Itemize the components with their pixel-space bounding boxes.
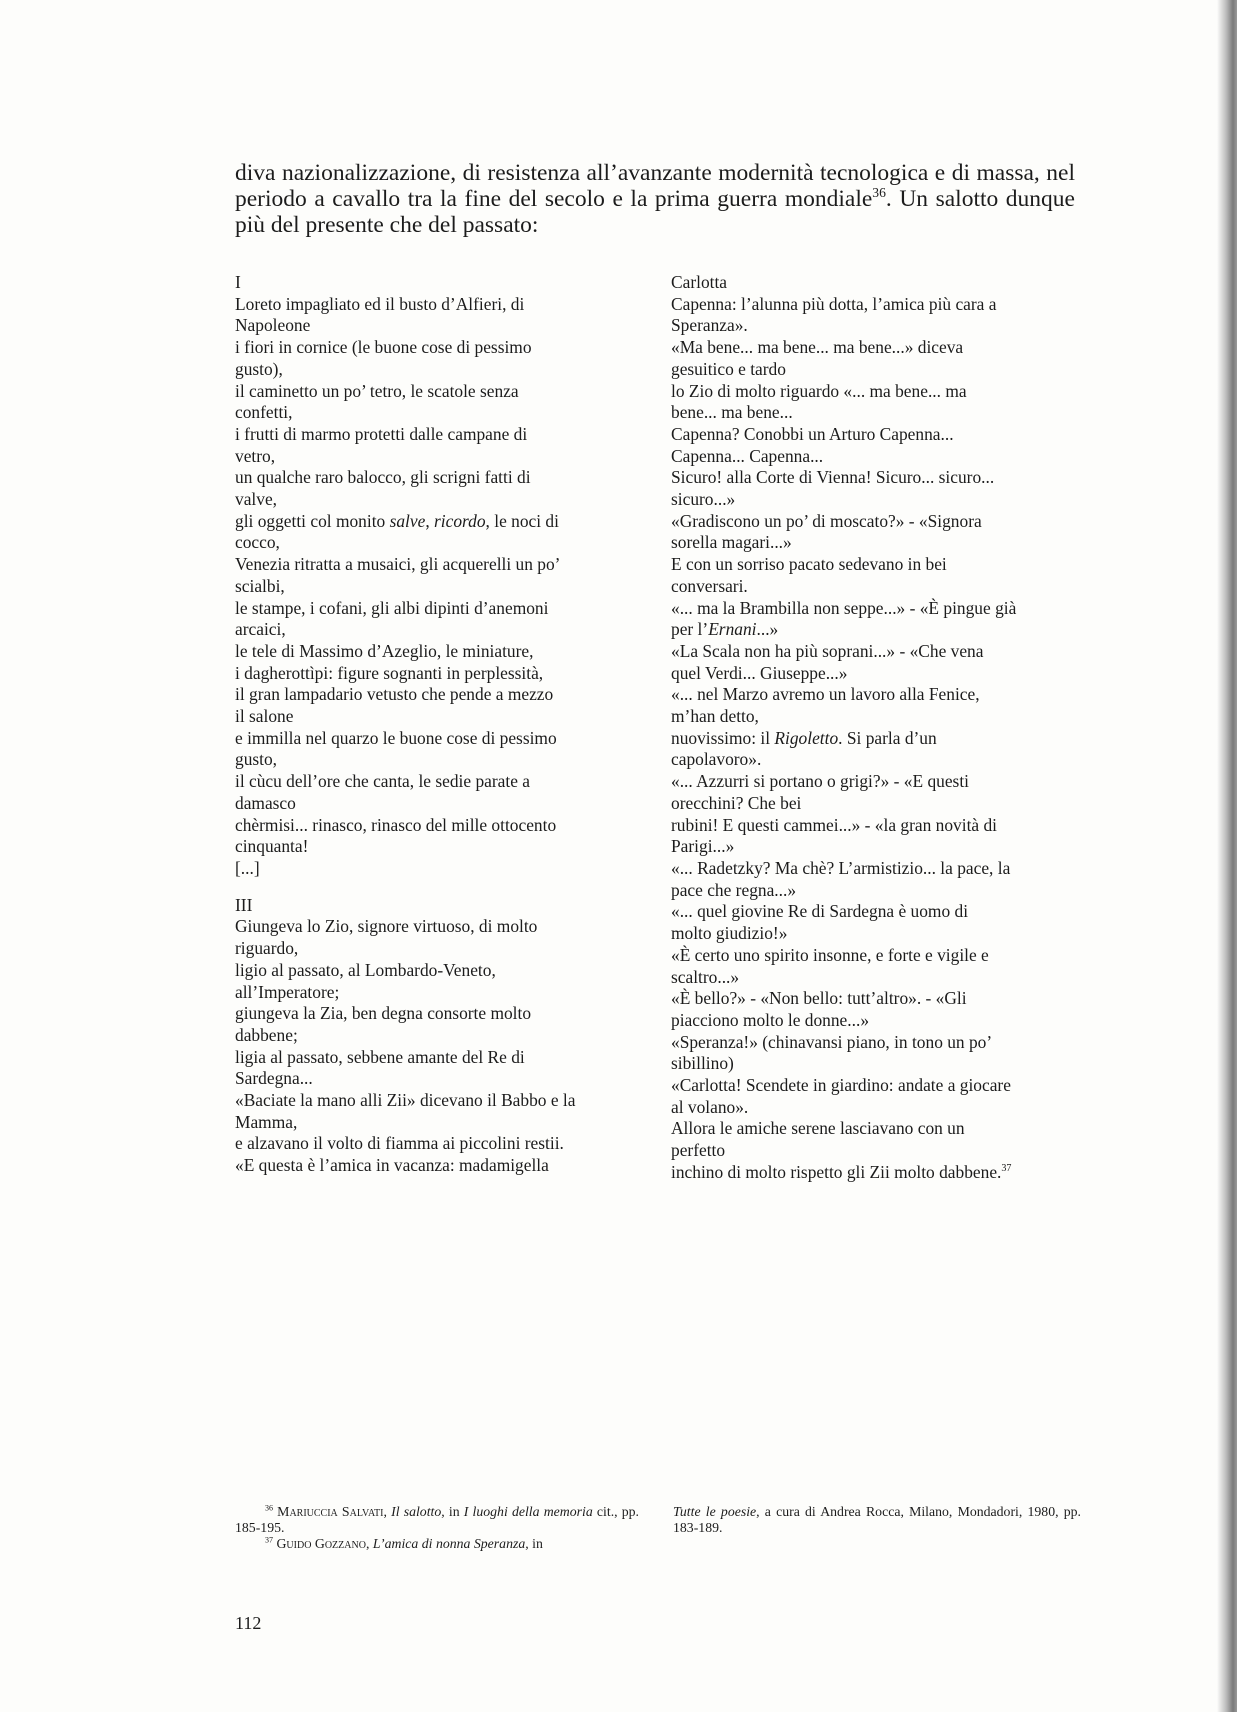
poem-line-text: Venezia ritratta a musaici, gli acquerelli un po’ — [235, 554, 561, 575]
poem-line-continuation: il salone — [235, 706, 294, 727]
footnote-separator: , in — [441, 1504, 464, 1519]
poem-line-text: lo Zio di molto riguardo «... ma bene... ma — [671, 380, 967, 401]
poem-line — [671, 858, 1071, 901]
poem-line — [671, 945, 1071, 988]
poem-line — [671, 598, 1071, 641]
footnotes-right — [673, 1504, 1081, 1536]
poem-line-text: e alzavano il volto di fiamma ai piccolini restii. — [235, 1133, 564, 1154]
poem-line — [671, 728, 1071, 771]
poem-line — [235, 916, 635, 959]
footnote-ref-36: 36 — [872, 185, 886, 201]
poem-line-continuation: Parigi...» — [671, 836, 735, 857]
poem-column-right — [671, 272, 1071, 1184]
poem-line-text: «Ma bene... ma bene... ma bene...» diceva — [671, 337, 964, 358]
poem-line-continuation: Mamma, — [235, 1111, 298, 1132]
footnote-separator: , — [365, 1536, 373, 1551]
poem-line-text: Carlotta — [671, 272, 728, 292]
poem-line-text: Capenna: l’alunna più dotta, l’amica più cara a — [671, 293, 997, 314]
poem-line-text: un qualche raro balocco, gli scrigni fatti di — [235, 467, 531, 488]
poem-line-text: nuovissimo: il Rigoletto. Si parla d’un — [671, 727, 937, 748]
poem-line-text: E con un sorriso pacato sedevano in bei — [671, 554, 947, 575]
intro-text-b: . Un salotto dunque più del presente che del passato: — [235, 186, 1075, 238]
footnote-number: 36 — [265, 1503, 273, 1513]
poem-line-continuation: valve, — [235, 489, 278, 510]
poem-line-text: chèrmisi... rinasco, rinasco del mille ottocento — [235, 814, 557, 835]
poem-line — [235, 511, 635, 554]
poem-line — [671, 554, 1071, 597]
poem-line — [235, 467, 635, 510]
poem-line-continuation: bene... ma bene... — [671, 402, 793, 423]
poem-line — [235, 771, 635, 814]
footnote-37-continued — [673, 1504, 1081, 1536]
poem-line-text: rubini! E questi cammei...» - «la gran novità di — [671, 814, 997, 835]
poem-line — [235, 1047, 635, 1090]
poem-line — [235, 554, 635, 597]
poem-line-text: Giungeva lo Zio, signore virtuoso, di molto — [235, 916, 538, 937]
poem-line — [671, 1162, 1071, 1184]
poem-line-text: ligia al passato, sebbene amante del Re di — [235, 1046, 525, 1067]
footnote-author: Guido Gozzano — [276, 1536, 366, 1551]
poem-line-continuation: capolavoro». — [671, 749, 762, 770]
poem-line-text: inchino di molto rispetto gli Zii molto dabbene.$^{37}$ — [671, 1161, 1012, 1182]
poem-line-text: Loreto impagliato ed il busto d’Alfieri, di — [235, 293, 525, 314]
poem-line-continuation: cocco, — [235, 532, 280, 553]
poem-line-text: i frutti di marmo protetti dalle campane di — [235, 423, 528, 444]
poem-line-continuation: all’Imperatore; — [235, 981, 340, 1002]
poem-line-continuation: m’han detto, — [671, 706, 759, 727]
poem-line-continuation: Capenna... Capenna... — [671, 445, 824, 466]
poem-line-continuation: sicuro...» — [671, 489, 736, 510]
poem-line-text: le stampe, i cofani, gli albi dipinti d’anemoni — [235, 597, 549, 618]
footnote-37 — [235, 1536, 639, 1552]
stanza-3-lines — [235, 916, 635, 1176]
footnote-book: I luoghi della memoria — [463, 1504, 593, 1519]
footnote-36 — [235, 1504, 639, 1536]
poem-line-text: «... ma la Brambilla non seppe...» - «È pingue già — [671, 597, 1017, 618]
poem-line — [671, 1118, 1071, 1161]
footnote-book: Tutte le poesie — [673, 1504, 757, 1519]
poem-line — [671, 511, 1071, 554]
poem-line-continuation: conversari. — [671, 575, 748, 596]
italic-text: salve — [389, 510, 426, 531]
poem-line-text: «Speranza!» (chinavansi piano, in tono un po’ — [671, 1031, 993, 1052]
poem-line-continuation: quel Verdi... Giuseppe...» — [671, 662, 848, 683]
poem-line-text: «... quel giovine Re di Sardegna è uomo di — [671, 901, 969, 922]
poem-line-text: Capenna? Conobbi un Arturo Capenna... — [671, 423, 954, 444]
poem-line-continuation: gusto), — [235, 358, 283, 379]
poem-line — [235, 294, 635, 337]
stanza-numeral: III — [235, 894, 253, 915]
poem-line — [671, 1075, 1071, 1118]
poem-line — [235, 663, 635, 685]
footnote-title: L’amica di nonna Speranza — [372, 1536, 526, 1551]
intro-text-a: diva nazionalizzazione, di resistenza all’avanzante modernità tecnologica e di massa, nel periodo a cavallo tra la fine del secolo e la prima guerra mondiale — [235, 160, 1075, 212]
poem-line-continuation: perfetto — [671, 1140, 726, 1161]
poem-line-continuation: dabbene; — [235, 1024, 298, 1045]
poem-line-continuation: Napoleone — [235, 315, 311, 336]
poem-line-continuation: sibillino) — [671, 1053, 734, 1074]
poem-line — [671, 641, 1071, 684]
italic-text: Ernani — [708, 619, 757, 640]
poem-line-continuation: molto giudizio!» — [671, 923, 788, 944]
poem-line-text: [...] — [235, 857, 260, 878]
poem-line — [671, 901, 1071, 944]
poem-line — [235, 960, 635, 1003]
poem-line-text: «E questa è l’amica in vacanza: madamigella — [235, 1155, 549, 1176]
poem-line-text: il gran lampadario vetusto che pende a mezzo — [235, 684, 554, 705]
footnote-title: Il salotto — [391, 1504, 442, 1519]
poem-line-continuation: sorella magari...» — [671, 532, 792, 553]
poem-line — [235, 858, 635, 880]
poem-line-text: ligio al passato, al Lombardo-Veneto, — [235, 959, 496, 980]
poem-line — [671, 424, 1071, 467]
poem-line-continuation: damasco — [235, 792, 296, 813]
poem-line — [235, 424, 635, 467]
poem-line — [671, 381, 1071, 424]
poem-line — [235, 684, 635, 727]
poem-line-text: «... nel Marzo avremo un lavoro alla Fenice, — [671, 684, 980, 705]
poem-line — [671, 771, 1071, 814]
poem-line-text: il cùcu dell’ore che canta, le sedie parate a — [235, 771, 530, 792]
stanza-3-continued-lines — [671, 272, 1071, 1184]
poem-line-continuation: piacciono molto le donne...» — [671, 1009, 870, 1030]
poem-line-text: gli oggetti col monito salve, ricordo, le noci di — [235, 510, 559, 531]
poem-line-continuation: confetti, — [235, 402, 293, 423]
poem-line — [235, 815, 635, 858]
poem-line — [235, 1133, 635, 1155]
poem-line-text: «Baciate la mano alli Zii» dicevano il Babbo e la — [235, 1090, 576, 1111]
italic-text: ricordo — [434, 510, 486, 531]
poem-line-continuation: scaltro...» — [671, 966, 740, 987]
poem-line-text: i fiori in cornice (le buone cose di pessimo — [235, 337, 532, 358]
poem-line-continuation: vetro, — [235, 445, 276, 466]
footnote-number: 37 — [265, 1535, 273, 1545]
poem-line-continuation: cinquanta! — [235, 836, 309, 857]
poem-line-text: «È certo uno spirito insonne, e forte e vigile e — [671, 944, 989, 965]
intro-text — [235, 160, 1075, 238]
poem-line — [671, 294, 1071, 337]
poem-line-text: i dagherottìpi: figure sognanti in perplessità, — [235, 662, 544, 683]
poem-line-text: «La Scala non ha più soprani...» - «Che vena — [671, 640, 984, 661]
poem-line-text: il caminetto un po’ tetro, le scatole senza — [235, 380, 519, 401]
stanza-1 — [235, 272, 635, 880]
poem-line-text: Sicuro! alla Corte di Vienna! Sicuro... sicuro... — [671, 467, 995, 488]
poem-line-text: giungeva la Zia, ben degna consorte molto — [235, 1003, 532, 1024]
poem-line-text: «Gradiscono un po’ di moscato?» - «Signora — [671, 510, 982, 531]
poem-line-continuation: gusto, — [235, 749, 278, 770]
poem-line — [235, 1003, 635, 1046]
poem-line — [235, 381, 635, 424]
poem-line-continuation: pace che regna...» — [671, 879, 797, 900]
poem-line — [671, 815, 1071, 858]
poem-line — [235, 598, 635, 641]
poem-line — [671, 988, 1071, 1031]
footnote-author: Mariuccia Salvati — [277, 1504, 384, 1519]
poem-line-continuation: orecchini? Che bei — [671, 792, 802, 813]
poem-line-text: le tele di Massimo d’Azeglio, le miniature, — [235, 640, 534, 661]
poem-line-continuation: Speranza». — [671, 315, 748, 336]
poem-line — [671, 337, 1071, 380]
footnote-ref: 37 — [1001, 1163, 1012, 1175]
italic-text: Rigoletto — [774, 727, 839, 748]
poem-line — [235, 1090, 635, 1133]
poem-column-left — [235, 272, 635, 1177]
poem-line-continuation: al volano». — [671, 1096, 749, 1117]
poem-line — [235, 1155, 635, 1177]
poem-line-continuation: per l’Ernani...» — [671, 619, 779, 640]
poem-line-continuation: arcaici, — [235, 619, 286, 640]
footnotes-left — [235, 1504, 639, 1552]
intro-paragraph — [235, 160, 1075, 238]
poem-line-text: «È bello?» - «Non bello: tutt’altro». - «Gli — [671, 988, 967, 1009]
poem-line-text: «Carlotta! Scendete in giardino: andate a giocare — [671, 1075, 1011, 1096]
poem-line-continuation: scialbi, — [235, 575, 285, 596]
poem-line-continuation: Sardegna... — [235, 1068, 313, 1089]
poem-line-continuation: riguardo, — [235, 938, 299, 959]
poem-line-continuation: gesuitico e tardo — [671, 358, 786, 379]
page-number: 112 — [235, 1613, 262, 1633]
footnote-separator: , in — [525, 1536, 543, 1551]
stanza-numeral: I — [235, 272, 241, 292]
page-edge-shadow — [1217, 0, 1237, 1712]
footnote-rest: , a cura di Andrea Rocca, Milano, Mondadori, 1980, pp. 183-189. — [673, 1504, 1081, 1535]
poem-line — [671, 684, 1071, 727]
footnote-separator: , — [383, 1504, 392, 1519]
stanza-gap — [235, 880, 635, 895]
stanza-1-lines — [235, 294, 635, 880]
footnote-rest: cit., pp. 185-195. — [235, 1504, 639, 1535]
poem-line-text: Allora le amiche serene lasciavano con un — [671, 1118, 965, 1139]
poem-line — [235, 728, 635, 771]
poem-line-text: e immilla nel quarzo le buone cose di pessimo — [235, 727, 557, 748]
poem-line — [671, 467, 1071, 510]
poem-line — [235, 337, 635, 380]
poem-line-text: «... Radetzky? Ma chè? L’armistizio... la pace, la — [671, 857, 1011, 878]
stanza-3 — [235, 895, 635, 1177]
poem-line — [671, 1032, 1071, 1075]
poem-line — [235, 641, 635, 663]
poem-line-text: «... Azzurri si portano o grigi?» - «E questi — [671, 771, 969, 792]
poem-line — [671, 272, 1071, 294]
